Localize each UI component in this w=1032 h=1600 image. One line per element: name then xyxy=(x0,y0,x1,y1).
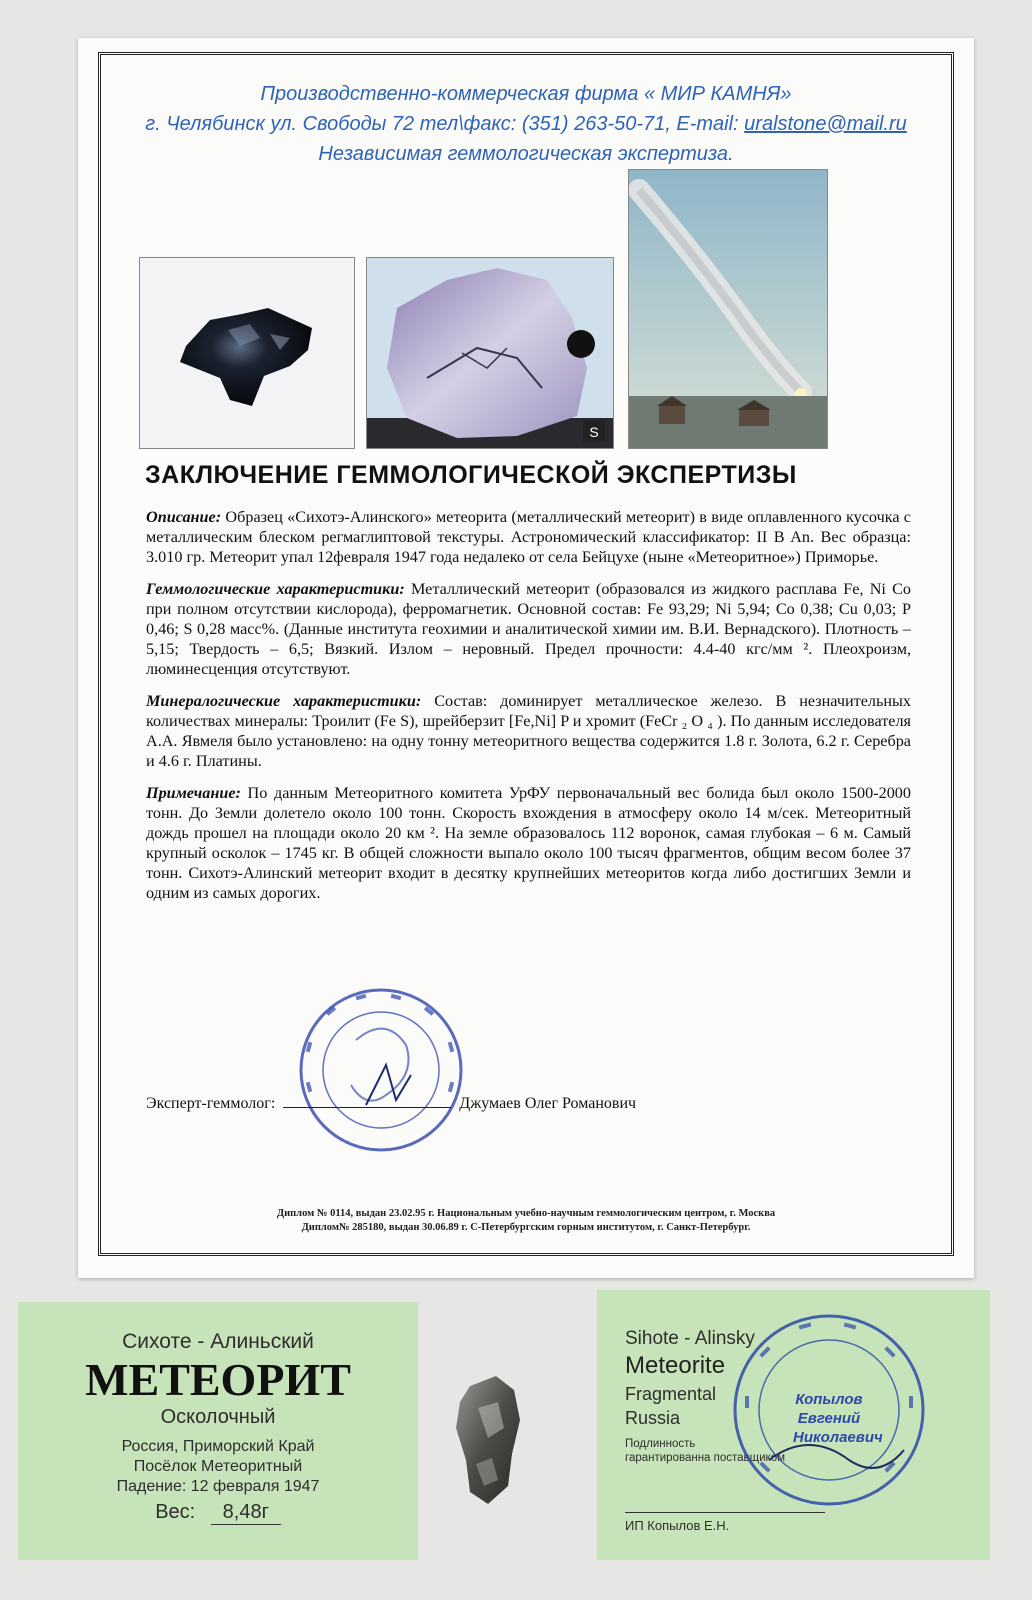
label-en-locality: Sihote - Alinsky xyxy=(625,1328,755,1349)
label-ru-title: МЕТЕОРИТ xyxy=(85,1354,351,1405)
scale-badge: S xyxy=(589,424,599,440)
mineralogical-paragraph xyxy=(146,691,911,771)
label-ru-weight-value: 8,48г xyxy=(211,1501,281,1525)
note-paragraph xyxy=(146,783,911,903)
stamp-surname: Копылов xyxy=(795,1391,863,1408)
stamp-firstname: Евгений xyxy=(797,1410,861,1427)
label-ru-weight xyxy=(18,1501,418,1525)
meteorite-specimen xyxy=(448,1368,530,1518)
expert-role: Эксперт-геммолог: xyxy=(146,1095,276,1112)
company-address: г. Челябинск ул. Свободы 72 тел\факс: (351) 263-50-71, E-mail: xyxy=(145,113,745,135)
label-en-sign-line xyxy=(625,1512,825,1513)
label-ru-addr2: Посёлок Метеоритный xyxy=(133,1458,303,1475)
diploma-line-2: Диплом№ 285180, выдан 30.06.89 г. С-Петербургским горным институтом, г. Санкт-Петербург. xyxy=(301,1222,751,1233)
description-text: Образец «Сихотэ-Алинского» метеорита (металлический метеорит) в виде оплавленного кусочка с металлическим блеском регмаглиптовой текстуры. Астрономический классификатор: II B An. Вес образца: 3.010 гр. Метеорит упал 12февраля 1947 года недалеко от села Бейцухе (ныне «Метеоритное») Приморье. xyxy=(146,508,911,566)
label-en-country: Russia xyxy=(625,1408,681,1428)
description-label: Описание: xyxy=(146,508,222,526)
expert-name: Джумаев Олег Романович xyxy=(459,1095,637,1112)
label-ru-fall: Падение: 12 февраля 1947 xyxy=(116,1478,320,1495)
meteorite-slice-photo xyxy=(366,257,614,449)
expert-stamp xyxy=(296,985,466,1155)
stamp-patronymic: Николаевич xyxy=(793,1429,883,1446)
company-name: Производственно-коммерческая фирма « МИР КАМНЯ» xyxy=(260,83,792,105)
certificate-frame xyxy=(98,52,954,1256)
label-en-title: Meteorite xyxy=(625,1352,726,1379)
label-en-seller: ИП Копылов Е.Н. xyxy=(625,1518,730,1533)
label-ru-weight-label: Вес: xyxy=(155,1501,196,1523)
diploma-line-1: Диплом № 0114, выдан 23.02.95 г. Национальным учебно-научным геммологическим центром, г. Москва xyxy=(276,1208,776,1219)
certificate-card xyxy=(78,38,974,1278)
label-en-auth2: гарантированна поставщиком xyxy=(625,1452,785,1464)
certificate-body xyxy=(146,507,911,915)
description-paragraph xyxy=(146,507,911,567)
mineralogical-label: Минералогические характеристики: xyxy=(146,692,422,710)
signature-line xyxy=(283,1107,451,1108)
company-subtitle: Независимая геммологическая экспертиза. xyxy=(318,143,734,165)
note-label: Примечание: xyxy=(146,784,241,802)
signature-row xyxy=(146,1095,636,1113)
note-text: По данным Метеоритного комитета УрФУ первоначальный вес болида был около 1500-2000 тонн. До Земли долетело около 100 тонн. Скорость вхождения в атмосферу около 14 м/сек. Метеоритный дождь прошел на площади около 20 км ². На земле образовалось 112 воронок, самая глубокая – 6 м. Самый крупный осколок – 1745 кг. В общей сложности выпало около 100 тысяч фрагментов, общим весом более 37 тонн. Сихотэ-Алинский метеорит входит в десятку крупнейших метеоритов когда либо достигших Земли и одним из самых дорогих. xyxy=(146,784,911,902)
company-contacts xyxy=(101,113,951,136)
seller-stamp-name xyxy=(793,1390,883,1447)
fireball-painting xyxy=(628,169,828,449)
label-english xyxy=(597,1290,990,1560)
gemmological-text: Металлический метеорит (образовался из жидкого расплава Fe, Ni Co при полном отсутствии кислорода), ферромагнетик. Основной состав: Fe 93,29; Ni 5,94; Co 0,38; Cu 0,03; P 0,46; S 0,28 масс%. (Данные института геохимии и аналитической химии им. В.И. Вернадского). Плотность – 5,15; Твердость – 6,5; Вязкий. Излом – неровный. Предел прочности: 4.4-40 кгс/мм ². Плеохроизм, люминесценция отсутствуют. xyxy=(146,580,911,678)
label-ru-locality: Сихоте - Алиньский xyxy=(122,1330,314,1353)
company-email-link[interactable]: uralstone@mail.ru xyxy=(744,113,907,135)
certificate-title: ЗАКЛЮЧЕНИЕ ГЕММОЛОГИЧЕСКОЙ ЭКСПЕРТИЗЫ xyxy=(145,461,797,489)
label-russian xyxy=(18,1302,418,1560)
meteorite-fragment-photo xyxy=(139,257,355,449)
label-en-auth1: Подлинность xyxy=(625,1438,696,1450)
mineralogical-text: Состав: доминирует металлическое железо. В незначительных количествах минералы: Троилит (Fe S), шрейберзит [Fe,Ni] P и хромит (FeCr ₂ O ₄ ). По данным исследователя А.А. Явмеля было установлено: на одну тонну метеоритного вещества содержится 1.8 г. Золота, 6.2 г. Серебра и 4.6 г. Платины. xyxy=(146,692,911,770)
label-en-type: Fragmental xyxy=(625,1384,717,1404)
gemmological-paragraph xyxy=(146,579,911,679)
label-ru-type: Осколочный xyxy=(160,1406,276,1428)
label-ru-addr1: Россия, Приморский Край xyxy=(121,1438,315,1455)
gemmological-label: Геммологические характеристики: xyxy=(146,580,405,598)
